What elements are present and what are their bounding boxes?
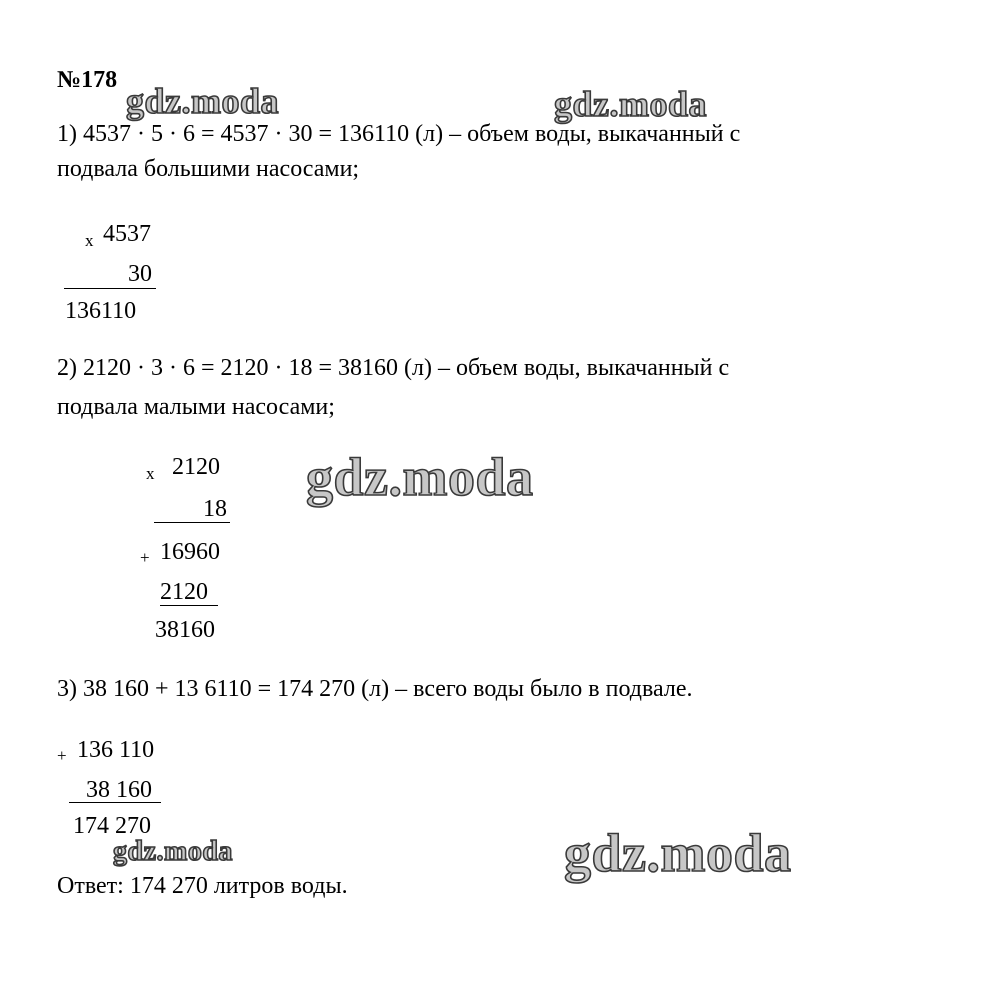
calc2-result: 38160 [155,617,215,643]
step1-line1: 1) 4537 · 5 · 6 = 4537 · 30 = 136110 (л) – объем воды, выкачанный с [57,121,741,147]
watermark: gdz.moda [564,823,792,883]
watermark: gdz.moda [554,84,708,124]
calc3-addend-a: 136 110 [77,737,155,763]
calc2-rule-bottom [160,605,218,606]
multiply-sign: x [85,231,94,250]
calc3-result: 174 270 [73,813,151,839]
watermark: gdz.moda [113,836,233,867]
watermark: gdz.moda [306,447,534,507]
calc1-factor-a: 4537 [103,221,151,247]
step2-line2: подвала малыми насосами; [57,394,335,420]
calc1-rule [64,288,156,289]
watermark: gdz.moda [126,81,280,121]
calc2-rule-top [154,522,230,523]
step2-line1: 2) 2120 · 3 · 6 = 2120 · 18 = 38160 (л) – объем воды, выкачанный с [57,355,730,381]
calc1-result: 136110 [65,298,137,324]
plus-sign: + [57,746,67,765]
calc3-addend-b: 38 160 [86,777,152,803]
calc2-factor-a: 2120 [172,454,220,480]
multiply-sign: x [146,464,155,483]
calc2-factor-b: 18 [203,496,227,522]
calc1-factor-b: 30 [128,261,152,287]
calc2-partial2: 2120 [160,579,208,605]
step1-line2: подвала большими насосами; [57,156,360,182]
task-number: №178 [57,67,118,93]
answer: Ответ: 174 270 литров воды. [57,873,348,899]
calc2-partial1: 16960 [160,539,220,565]
step3-line1: 3) 38 160 + 13 6110 = 174 270 (л) – всего воды было в подвале. [57,676,693,702]
calc3-rule [69,802,161,803]
plus-sign: + [140,548,150,567]
